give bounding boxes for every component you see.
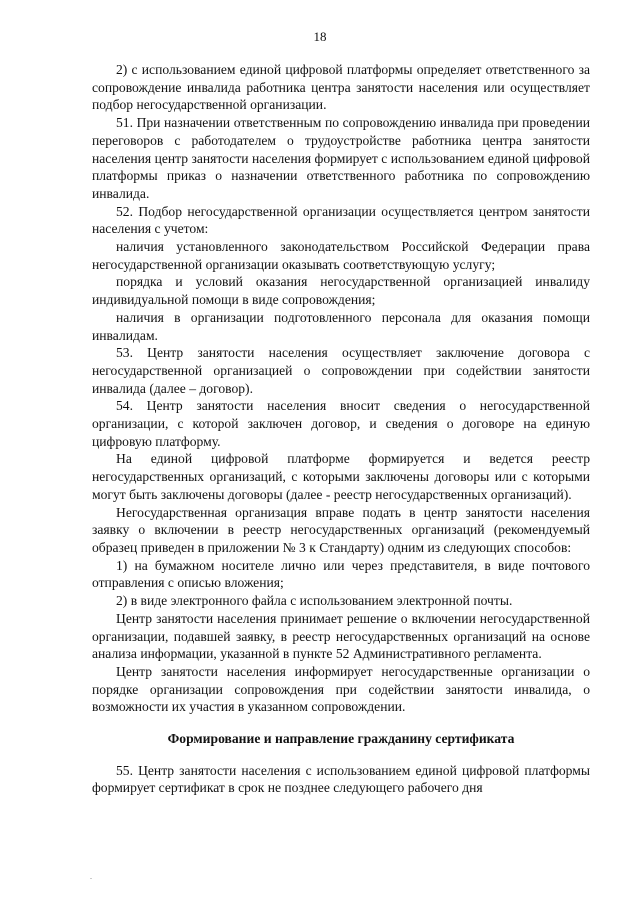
section-heading: Формирование и направление гражданину сертификата [167, 731, 515, 747]
paragraph: 52. Подбор негосударственной организации осуществляется центром занятости населения с учетом: [92, 203, 590, 237]
paragraph: Негосударственная организация вправе подать в центр занятости населения заявку о включении в реестр негосударственных организаций (рекомендуемый образец приведен в приложении № 3 к Стандарту) одним из следующих способов: [92, 504, 590, 555]
paragraph: наличия установленного законодательством Российской Федерации права негосударственной организации оказывать соответствующую услугу; [92, 239, 590, 272]
document-body [92, 61, 590, 797]
paragraph: 2) в виде электронного файла с использованием электронной почты. [116, 593, 513, 609]
page-number: 18 [313, 29, 327, 44]
paragraph: Центр занятости населения информирует негосударственные организации о порядке организации сопровождения при содействии занятости инвалида, о возможности их участия в указанном сопровождении. [92, 663, 590, 715]
paragraph: На единой цифровой платформе формируется и ведется реестр негосударственных организаций, с которыми заключены договоры или с которыми могут быть заключены договоры (далее - реестр негосударственных организаций). [92, 451, 590, 502]
paragraph: 2) с использованием единой цифровой платформы определяет ответственного за сопровождение инвалида работника центра занятости населения или осуществляет подбор негосударственной организации. [92, 62, 590, 113]
paragraph: 51. При назначении ответственным по сопровождению инвалида при проведении переговоров с работодателем о трудоустройстве работника центра занятости населения центр занятости населения формирует с использованием единой цифровой платформы приказ о назначении ответственного работника по сопровождению инвалида. [92, 115, 590, 201]
paragraph: наличия в организации подготовленного персонала для оказания помощи инвалидам. [92, 309, 590, 343]
paragraph: 54. Центр занятости населения вносит сведения о негосударственной организации, с которой заключен договор, и сведения о договоре на единую цифровую платформу. [92, 398, 590, 449]
scan-speck [90, 878, 92, 879]
paragraph: Центр занятости населения принимает решение о включении негосударственной организации, подавшей заявку, в реестр негосударственных организаций на основе анализа информации, указанной в пункте 52 Административного регламента. [92, 610, 590, 662]
paragraph: порядка и условий оказания негосударственной организацией инвалиду индивидуальной помощи в виде сопровождения; [92, 274, 590, 308]
paragraph: 55. Центр занятости населения с использованием единой цифровой платформы формирует сертификат в срок не позднее следующего рабочего дня [92, 762, 590, 796]
paragraph: 1) на бумажном носителе лично или через представителя, в виде почтового отправления с описью вложения; [92, 557, 590, 591]
paragraph: 53. Центр занятости населения осуществляет заключение договора с негосударственной организацией о сопровождении при содействии занятости инвалида (далее – договор). [92, 345, 590, 396]
